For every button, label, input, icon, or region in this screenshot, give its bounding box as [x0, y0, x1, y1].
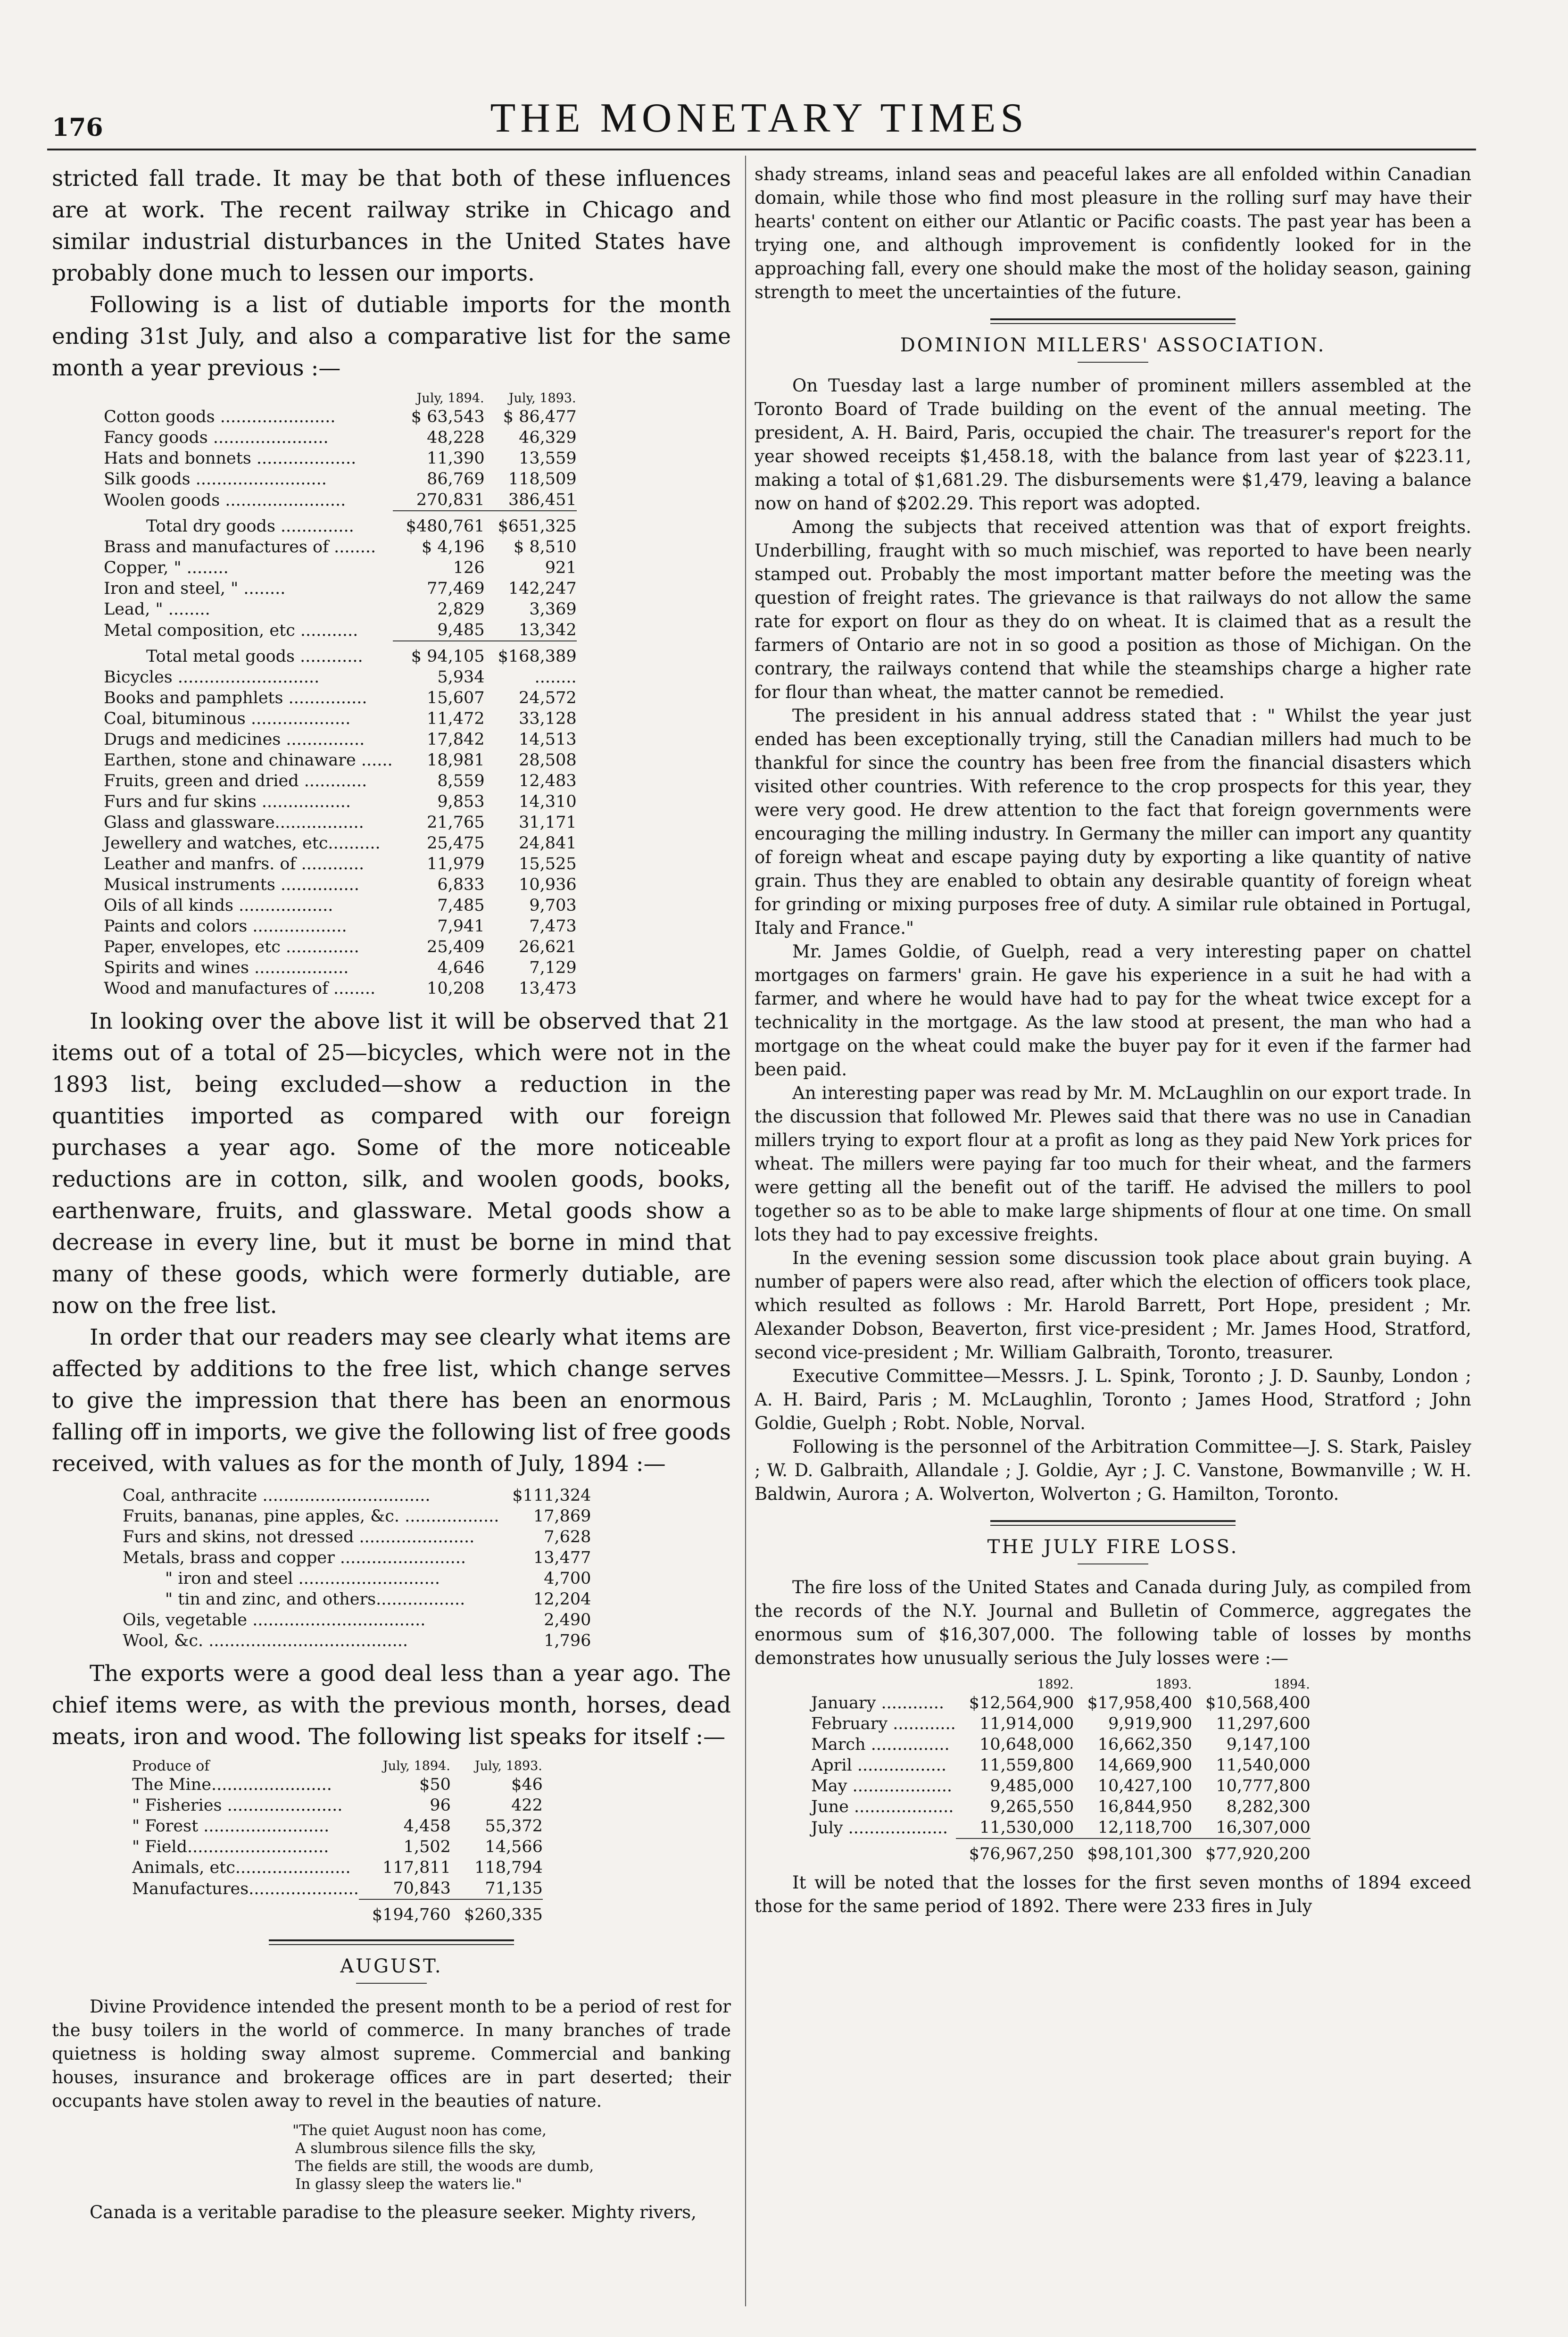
- table-row: Metals, brass and copper ........................ 13,477: [123, 1548, 591, 1567]
- subtotal-row: Total dry goods .............. $480,761 $651,325: [104, 511, 577, 537]
- paragraph: An interesting paper was read by Mr. M. McLaughlin on our export trade. In the discussion that followed Mr. Plewes said that there was no use in Canadian millers trying to export flour at a profit as long as they paid New York prices for wheat. The millers were paying far too much for their wheat, and the farmers were getting all the benefit out of the tariff. He advised the millers to pool together so as to be able to make large shipments of flour at one time. On small lots they had to pay excessive freights.: [755, 1083, 1471, 1245]
- table-row: Hats and bonnets ................... 11,390 13,559: [104, 449, 577, 468]
- table-row: Cotton goods ...................... $ 63,543 $ 86,477: [104, 408, 577, 426]
- table-row: Coal, bituminous ................... 11,472 33,128: [104, 709, 577, 728]
- paragraph: The exports were a good deal less than a year ago. The chief items were, as with the previous month, horses, dead meats, iron and wood. The following list speaks for itself :—: [52, 1661, 731, 1750]
- page-header: [47, 90, 1471, 146]
- table-row: March ............... 10,648,000 16,662,350 9,147,100: [811, 1735, 1311, 1754]
- paragraph: Mr. James Goldie, of Guelph, read a very interesting paper on chattel mortgages on farmers' grain. He gave his experience in a suit he had with a farmer, and where he would have had to pay for the wheat twice except for a technicality in the mortgage. As the law stood at present, the man who had a mortgage on the wheat could make the buyer pay for it even if the farmer had been paid.: [755, 941, 1471, 1080]
- table-row: Brass and manufactures of ........ $ 4,196 $ 8,510: [104, 538, 577, 557]
- table-row: Woolen goods ....................... 270,831 386,451: [104, 491, 577, 510]
- column-header: July, 1894.: [416, 391, 484, 406]
- table-row: Fruits, green and dried ............ 8,559 12,483: [104, 772, 577, 790]
- paragraph: The president in his annual address stated that : " Whilst the year just ended has been exceptionally trying, still the Canadian millers had much to be thankful for since the country has been free from the financial disasters which visited other countries. With reference to the crop prospects for this year, they were very good. He drew attention to the fact that foreign governments were encouraging the milling industry. In Germany the miller can import any quantity of foreign wheat and escape paying duty by exporting a like quantity of native grain. Thus they are enabled to obtain any desirable quantity of foreign wheat for grinding or mixing purposes free of duty. A similar rule obtained in Portugal, Italy and France.": [755, 706, 1471, 938]
- paragraph: Executive Committee—Messrs. J. L. Spink, Toronto ; J. D. Saunby, London ; A. H. Baird, Paris ; M. McLaughlin, Toronto ; James Hood, Stratford ; John Goldie, Guelph ; Robt. Noble, Norval.: [755, 1366, 1471, 1433]
- table-row: Bicycles ........................... 5,934 ........: [104, 668, 577, 687]
- left-column: [52, 163, 731, 2224]
- table-row: Paper, envelopes, etc .............. 25,409 26,621: [104, 938, 577, 956]
- table-row: " Forest ........................ 4,458 55,372: [132, 1817, 543, 1836]
- poem-quote: [292, 2121, 731, 2193]
- table-row: April ................. 11,559,800 14,669,900 11,540,000: [811, 1756, 1311, 1775]
- fire-loss-table: [811, 1677, 1311, 1864]
- paragraph: Following is the personnel of the Arbitration Committee—J. S. Stark, Paisley ; W. D. Galbraith, Allandale ; J. Goldie, Ayr ; J. C. Vanstone, Bowmanville ; W. H. Baldwin, Aurora ; A. Wolverton, Wolverton ; G. Hamilton, Toronto.: [755, 1437, 1471, 1504]
- table-row: Jewellery and watches, etc.......... 25,475 24,841: [104, 834, 577, 853]
- heading-rule: [356, 1983, 427, 1984]
- table-row: Earthen, stone and chinaware ...... 18,981 28,508: [104, 751, 577, 770]
- paragraph: Following is a list of dutiable imports for the month ending 31st July, and also a comparative list for the same month a year previous :—: [52, 292, 731, 381]
- poem-line: The fields are still, the woods are dumb,: [295, 2158, 594, 2175]
- dutiable-imports-table: [104, 391, 577, 999]
- column-header: 1892.: [1037, 1677, 1074, 1692]
- table-row: Manufactures..................... 70,843 71,135: [132, 1879, 543, 1898]
- header-rule: [47, 149, 1476, 150]
- section-heading: AUGUST.: [340, 1955, 443, 1977]
- table-row: July ................... 11,530,000 12,118,700 16,307,000: [811, 1818, 1311, 1838]
- paragraph: Divine Providence intended the present month to be a period of rest for the busy toilers in the world of commerce. In many branches of trade quietness is holding sway almost supreme. Commercial and banking houses, insurance and brokerage offices are in part deserted; their occupants have stolen away to revel in the beauties of nature.: [52, 1996, 731, 2111]
- section-heading: THE JULY FIRE LOSS.: [987, 1536, 1239, 1558]
- table-row: Coal, anthracite ................................ $111,324: [123, 1486, 591, 1505]
- table-row: " iron and steel ........................... 4,700: [165, 1569, 591, 1588]
- exports-table: [132, 1758, 543, 1925]
- paragraph: Canada is a veritable paradise to the pleasure seeker. Mighty rivers,: [90, 2202, 697, 2222]
- table-row: June ................... 9,265,550 16,844,950 8,282,300: [811, 1797, 1311, 1816]
- table-row: Fancy goods ...................... 48,228 46,329: [104, 428, 577, 447]
- right-column: [755, 163, 1471, 1918]
- table-row: Books and pamphlets ............... 15,607 24,572: [104, 689, 577, 707]
- paragraph: The fire loss of the United States and Canada during July, as compiled from the records of the N.Y. Journal and Bulletin of Commerce, aggregates the enormous sum of $16,307,000. The following table of losses by months demonstrates how unusually serious the July losses were :—: [755, 1577, 1471, 1668]
- paragraph: It will be noted that the losses for the first seven months of 1894 exceed those for the same period of 1892. There were 233 fires in July: [755, 1872, 1471, 1916]
- table-row: " Fisheries ...................... 96 422: [132, 1796, 543, 1815]
- subtotal-row: Total metal goods ............ $ 94,105 $168,389: [104, 641, 577, 667]
- page-number: 176: [52, 113, 103, 142]
- table-row: Leather and manfrs. of ............ 11,979 15,525: [104, 855, 577, 873]
- section-rule: [990, 1520, 1236, 1526]
- table-row: Iron and steel, " ........ 77,469 142,247: [104, 579, 577, 598]
- section-rule: [269, 1939, 514, 1945]
- poem-line: In glassy sleep the waters lie.": [295, 2176, 523, 2193]
- table-row: February ............ 11,914,000 9,919,900 11,297,600: [811, 1714, 1311, 1733]
- paragraph: Among the subjects that received attention was that of export freights. Underbilling, fraught with so much mischief, was reported to have been nearly stamped out. Probably the most important matter before the meeting was the question of freight rates. The grievance is that railways do not allow the same rate for export on flour as they do on wheat. It is claimed that as a result the farmers of Ontario are not in so good a position as those of Michigan. On the contrary, the railways contend that while the steamships charge a higher rate for flour than wheat, the matter cannot be remedied.: [755, 517, 1471, 702]
- paragraph: On Tuesday last a large number of prominent millers assembled at the Toronto Board of Trade building on the event of the annual meeting. The president, A. H. Baird, Paris, occupied the chair. The treasurer's report for the year showed receipts $1,458.18, with the balance from last year of $223.11, making a total of $1,681.29. The disbursements were $1,479, leaving a balance now on hand of $202.29. This report was adopted.: [755, 375, 1471, 514]
- table-row: Silk goods ......................... 86,769 118,509: [104, 470, 577, 489]
- table-row: Drugs and medicines ............... 17,842 14,513: [104, 730, 577, 749]
- column-header: Produce of: [132, 1758, 210, 1774]
- paragraph: In the evening session some discussion took place about grain buying. A number of papers were also read, after which the election of officers took place, which resulted as follows : Mr. Harold Barrett, Port Hope, president ; Mr. Alexander Dobson, Beaverton, first vice-president ; Mr. James Hood, Stratford, second vice-president ; Mr. William Galbraith, Toronto, treasurer.: [755, 1248, 1471, 1363]
- masthead-title: THE MONETARY TIMES: [490, 95, 1029, 141]
- table-row: " tin and zinc, and others................. 12,204: [165, 1590, 591, 1609]
- table-row: Metal composition, etc ........... 9,485 13,342: [104, 621, 577, 640]
- heading-rule: [1078, 362, 1148, 363]
- table-row: Glass and glassware................. 21,765 31,171: [104, 813, 577, 832]
- paragraph: stricted fall trade. It may be that both of these influences are at work. The recent railway strike in Chicago and similar industrial disturbances in the United States have probably done much to lessen our imports.: [52, 166, 731, 286]
- table-row: Furs and fur skins ................. 9,853 14,310: [104, 792, 577, 811]
- table-row: The Mine....................... $50 $46: [132, 1775, 543, 1794]
- poem-line: A slumbrous silence fills the sky,: [295, 2140, 536, 2157]
- column-header: 1893.: [1155, 1677, 1192, 1692]
- table-row: Oils of all kinds .................. 7,485 9,703: [104, 896, 577, 915]
- total-row: $76,967,250 $98,101,300 $77,920,200: [811, 1838, 1311, 1864]
- free-goods-table: [123, 1485, 591, 1651]
- table-row: Wool, &c. ...................................... 1,796: [123, 1631, 591, 1650]
- table-row: May ................... 9,485,000 10,427,100 10,777,800: [811, 1777, 1311, 1796]
- table-row: " Field........................... 1,502 14,566: [132, 1838, 543, 1856]
- table-row: Copper, " ........ 126 921: [104, 558, 577, 577]
- table-row: Oils, vegetable ................................. 2,490: [123, 1611, 591, 1630]
- section-heading: DOMINION MILLERS' ASSOCIATION.: [900, 334, 1326, 356]
- column-header: July, 1893.: [474, 1759, 542, 1773]
- table-row: Lead, " ........ 2,829 3,369: [104, 600, 577, 619]
- table-row: Fruits, bananas, pine apples, &c. .................. 17,869: [123, 1507, 591, 1526]
- total-row: $194,760 $260,335: [132, 1899, 543, 1925]
- column-divider: [745, 156, 746, 2306]
- paragraph: In looking over the above list it will be observed that 21 items out of a total of 25—bicycles, which were not in the 1893 list, being excluded—show a reduction in the quantities imported as compared with our foreign purchases a year ago. Some of the more noticeable reductions are in cotton, silk, and woolen goods, books, earthenware, fruits, and glassware. Metal goods show a decrease in every line, but it must be borne in mind that many of these goods, which were formerly dutiable, are now on the free list.: [52, 1008, 731, 1319]
- poem-line: "The quiet August noon has come,: [292, 2122, 547, 2139]
- column-header: July, 1894.: [382, 1759, 450, 1773]
- section-rule: [990, 318, 1236, 324]
- table-row: Animals, etc...................... 117,811 118,794: [132, 1858, 543, 1877]
- paragraph: In order that our readers may see clearly what items are affected by additions to the free list, which change serves to give the impression that there has been an enormous falling off in imports, we give the following list of free goods received, with values as for the month of July, 1894 :—: [52, 1324, 731, 1477]
- table-row: Musical instruments ............... 6,833 10,936: [104, 875, 577, 894]
- paragraph: shady streams, inland seas and peaceful lakes are all enfolded within Canadian domain, while those who find most pleasure in the rolling surf may have their hearts' content on either our Atlantic or Pacific coasts. The past year has been a trying one, and although improvement is confidently looked for in the approaching fall, every one should make the most of the holiday season, gaining strength to meet the uncertainties of the future.: [755, 164, 1471, 302]
- table-row: Wood and manufactures of ........ 10,208 13,473: [104, 979, 577, 998]
- table-row: January ............ $12,564,900 $17,958,400 $10,568,400: [811, 1694, 1311, 1713]
- column-header: July, 1893.: [508, 391, 576, 406]
- table-row: Paints and colors .................. 7,941 7,473: [104, 917, 577, 936]
- table-row: Furs and skins, not dressed ...................... 7,628: [123, 1528, 591, 1547]
- table-row: Spirits and wines .................. 4,646 7,129: [104, 958, 577, 977]
- column-header: 1894.: [1273, 1677, 1310, 1692]
